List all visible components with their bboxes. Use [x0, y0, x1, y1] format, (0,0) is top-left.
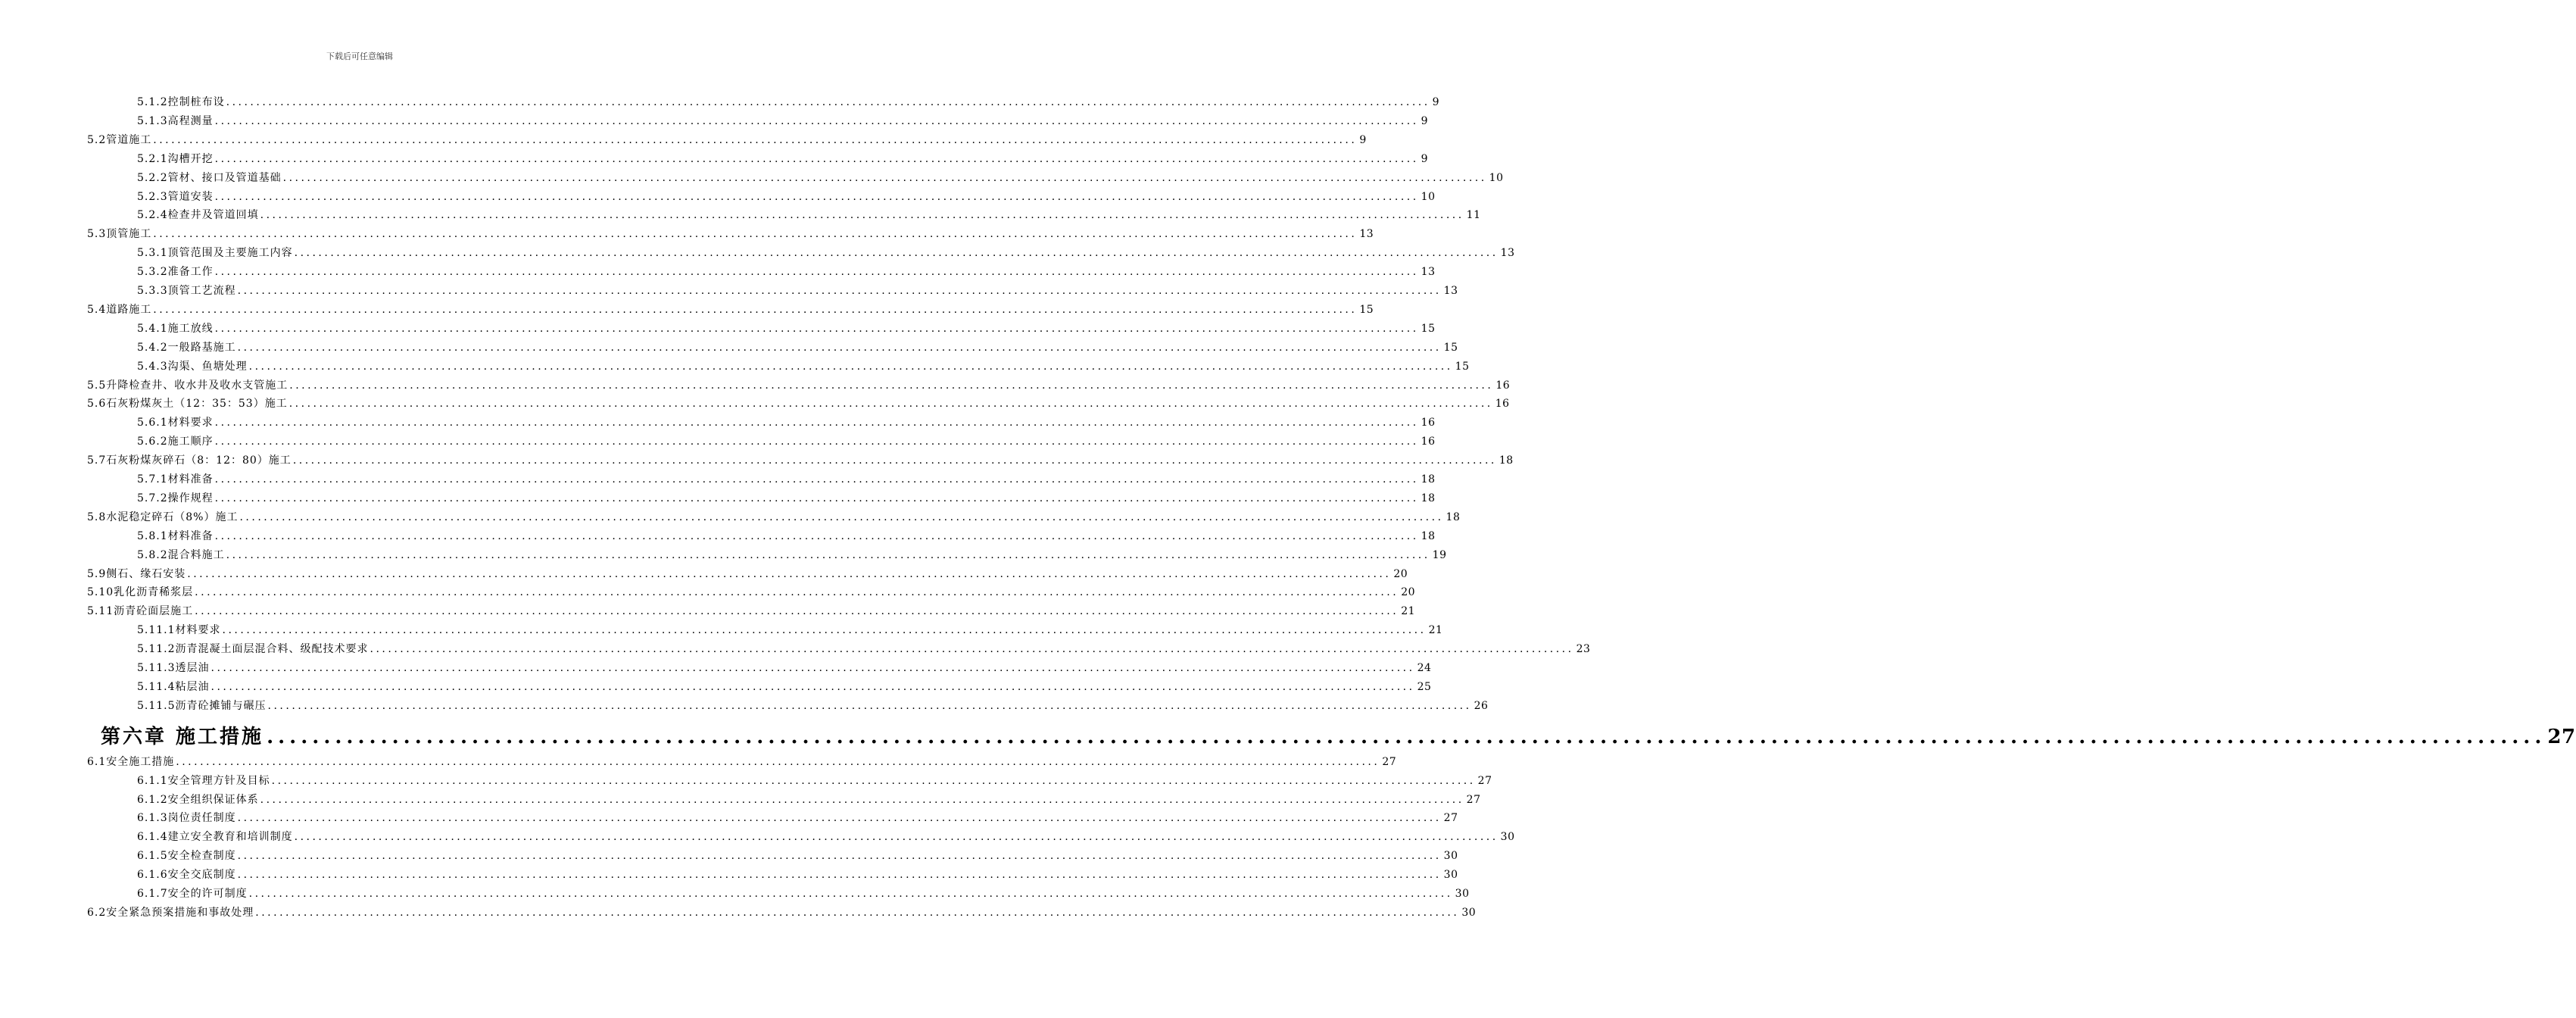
toc-entry-title: 侧石、缘石安装 [106, 567, 186, 580]
toc-entry[interactable] [87, 378, 1511, 393]
toc-dot-leader: ........................................................................................................................................................................................................ [260, 209, 1464, 222]
toc-page-number: 18 [1445, 511, 1461, 523]
toc-page-number: 9 [1421, 114, 1429, 127]
toc-entry-title: 石灰粉煤灰土（12：35：53）施工 [106, 398, 288, 411]
toc-entry-title: 建立安全教育和培训制度 [167, 831, 293, 844]
toc-entry-title: 乳化沥青稀浆层 [114, 586, 194, 599]
toc-entry-number: 5.8 [87, 511, 107, 523]
toc-dot-leader: ........................................................................................................................................................................................................ [214, 417, 1419, 429]
toc-page-number: 18 [1499, 454, 1514, 467]
toc-dot-leader: ........................................................................................................................................................................................................ [267, 725, 2546, 748]
toc-dot-leader: ........................................................................................................................................................................................................ [153, 228, 1358, 241]
toc-entry[interactable] [137, 415, 1436, 430]
toc-entry[interactable] [137, 434, 1436, 449]
toc-entry-title: 安全管理方针及目标 [167, 774, 270, 787]
toc-entry[interactable] [137, 245, 1515, 261]
toc-dot-leader: ........................................................................................................................................................................................................ [211, 662, 1415, 674]
toc-entry-title: 施工顺序 [167, 436, 214, 448]
toc-entry-title: 检查井及管道回填 [167, 209, 259, 222]
toc-entry[interactable] [137, 642, 1591, 657]
toc-entry-title: 沥青砼摊铺与碾压 [175, 699, 267, 712]
toc-page-number: 30 [1500, 831, 1515, 844]
toc-entry[interactable] [87, 905, 1477, 920]
toc-dot-leader: ........................................................................................................................................................................................................ [211, 680, 1415, 693]
toc-page-number: 18 [1421, 529, 1436, 542]
toc-entry[interactable] [137, 679, 1432, 695]
toc-entry-number: 5.3.2 [137, 266, 168, 279]
toc-page-number: 9 [1432, 96, 1440, 108]
toc-entry-number: 5.3.3 [137, 285, 168, 297]
toc-page-number: 21 [1428, 624, 1443, 637]
toc-entry[interactable] [87, 585, 1416, 600]
toc-entry[interactable] [137, 151, 1429, 167]
toc-page-number: 19 [1432, 548, 1447, 561]
toc-entry-number: 5.2.1 [137, 152, 168, 165]
toc-page-number: 9 [1359, 133, 1367, 146]
toc-entry-title: 安全的许可制度 [167, 888, 248, 900]
toc-entry[interactable] [137, 472, 1436, 487]
toc-entry-title: 安全交底制度 [167, 869, 236, 882]
page-header: 下载后可任意编辑 [326, 52, 393, 61]
toc-dot-leader: ........................................................................................................................................................................................................ [289, 379, 1494, 392]
toc-entry-title: 第六章 施工措施 [101, 725, 264, 748]
toc-dot-leader: ........................................................................................................................................................................................................ [255, 906, 1460, 919]
toc-entry-title: 材料准备 [167, 529, 214, 542]
toc-page-number: 27 [1443, 812, 1458, 825]
toc-entry-title: 沟槽开挖 [167, 152, 214, 165]
toc-entry-number: 6.1.4 [137, 831, 168, 844]
toc-dot-leader: ........................................................................................................................................................................................................ [214, 266, 1419, 279]
toc-page-number: 10 [1421, 190, 1436, 203]
toc-entry-number: 5.5 [87, 379, 107, 392]
toc-entry[interactable] [87, 453, 1514, 468]
toc-entry-title: 安全紧急预案措施和事故处理 [106, 906, 254, 919]
toc-entry[interactable] [137, 829, 1515, 845]
toc-entry-number: 5.7 [87, 454, 107, 467]
toc-entry-title: 管道安装 [167, 190, 214, 203]
toc-page-number: 15 [1443, 341, 1458, 354]
toc-dot-leader: ........................................................................................................................................................................................................ [153, 303, 1358, 316]
toc-entry[interactable] [137, 548, 1447, 563]
toc-dot-leader: ........................................................................................................................................................................................................ [214, 492, 1419, 504]
toc-entry-title: 安全组织保证体系 [167, 793, 259, 806]
toc-entry-title: 准备工作 [167, 266, 214, 279]
toc-entry-title: 顶管工艺流程 [167, 285, 236, 297]
toc-entry-number: 5.6 [87, 398, 107, 411]
toc-dot-leader: ........................................................................................................................................................................................................ [222, 624, 1427, 637]
toc-entry-title: 材料要求 [175, 624, 221, 637]
toc-dot-leader: ........................................................................................................................................................................................................ [282, 171, 1487, 184]
toc-entry-number: 5.11.3 [137, 662, 176, 674]
toc-dot-leader: ........................................................................................................................................................................................................ [239, 511, 1444, 523]
toc-entry-title: 管材、接口及管道基础 [167, 171, 282, 184]
toc-dot-leader: ........................................................................................................................................................................................................ [195, 586, 1399, 599]
toc-entry-number: 5.6.2 [137, 436, 168, 448]
toc-dot-leader: ........................................................................................................................................................................................................ [187, 567, 1392, 580]
toc-dot-leader: ........................................................................................................................................................................................................ [237, 812, 1442, 825]
toc-entry[interactable] [137, 321, 1436, 336]
toc-entry-title: 管道施工 [106, 133, 152, 146]
toc-entry[interactable] [87, 510, 1461, 525]
toc-entry-number: 6.1 [87, 755, 107, 768]
toc-page-number: 30 [1443, 850, 1458, 863]
toc-page-number: 30 [1455, 888, 1470, 900]
toc-dot-leader: ........................................................................................................................................................................................................ [214, 529, 1419, 542]
toc-page-number: 20 [1393, 567, 1408, 580]
toc-dot-leader: ........................................................................................................................................................................................................ [294, 247, 1499, 260]
toc-chapter-entry[interactable] [101, 724, 2576, 750]
toc-entry-number: 6.1.6 [137, 869, 168, 882]
toc-entry-title: 施工放线 [167, 322, 214, 335]
toc-page-number: 13 [1359, 228, 1374, 241]
toc-entry-number: 5.8.1 [137, 529, 168, 542]
toc-dot-leader: ........................................................................................................................................................................................................ [248, 888, 1453, 900]
toc-entry-number: 5.11.2 [137, 643, 176, 656]
toc-entry-number: 6.1.7 [137, 888, 168, 900]
toc-entry-number: 5.11 [87, 605, 114, 618]
toc-entry-title: 沟渠、鱼塘处理 [167, 360, 248, 373]
toc-entry-number: 5.4.1 [137, 322, 168, 335]
toc-entry[interactable] [137, 792, 1481, 807]
toc-entry-number: 5.11.5 [137, 699, 176, 712]
toc-entry-title: 沥青混凝土面层混合料、级配技术要求 [175, 643, 369, 656]
toc-dot-leader: ........................................................................................................................................................................................................ [214, 114, 1419, 127]
toc-dot-leader: ........................................................................................................................................................................................................ [214, 190, 1419, 203]
toc-entry-number: 5.1.3 [137, 114, 168, 127]
toc-dot-leader: ........................................................................................................................................................................................................ [226, 96, 1430, 108]
toc-entry[interactable] [137, 359, 1470, 374]
toc-entry[interactable] [137, 848, 1458, 863]
toc-entry-title: 透层油 [175, 662, 210, 674]
toc-dot-leader: ........................................................................................................................................................................................................ [214, 436, 1419, 448]
toc-entry-title: 道路施工 [106, 303, 152, 316]
toc-page-number: 13 [1500, 247, 1515, 260]
toc-page-number: 27 [1466, 793, 1481, 806]
toc-dot-leader: ........................................................................................................................................................................................................ [214, 152, 1419, 165]
toc-dot-leader: ........................................................................................................................................................................................................ [237, 341, 1442, 354]
toc-dot-leader: ........................................................................................................................................................................................................ [214, 322, 1419, 335]
toc-entry[interactable] [137, 264, 1436, 279]
toc-page-number: 30 [1461, 906, 1477, 919]
toc-page-number: 18 [1421, 492, 1436, 504]
toc-dot-leader: ........................................................................................................................................................................................................ [248, 360, 1453, 373]
toc-entry[interactable] [137, 623, 1443, 638]
toc-page-number: 16 [1495, 398, 1510, 411]
toc-entry[interactable] [87, 226, 1374, 242]
toc-entry[interactable] [87, 133, 1367, 148]
toc-entry[interactable] [137, 340, 1458, 355]
toc-page-number: 27 [1477, 774, 1492, 787]
toc-page-number: 10 [1489, 171, 1504, 184]
toc-entry-number: 5.6.1 [137, 417, 168, 429]
toc-entry-number: 5.1.2 [137, 96, 168, 108]
toc-entry-number: 5.2 [87, 133, 107, 146]
toc-page-number: 24 [1417, 662, 1432, 674]
toc-dot-leader: ........................................................................................................................................................................................................ [288, 398, 1493, 411]
toc-page-number: 16 [1421, 417, 1436, 429]
toc-entry-title: 高程测量 [167, 114, 214, 127]
toc-entry-title: 材料要求 [167, 417, 214, 429]
toc-entry-title: 顶管范围及主要施工内容 [167, 247, 293, 260]
toc-dot-leader: ........................................................................................................................................................................................................ [267, 699, 1472, 712]
toc-page-number: 20 [1401, 586, 1416, 599]
toc-page-number: 27 [1382, 755, 1397, 768]
toc-entry[interactable] [137, 95, 1440, 110]
toc-entry[interactable] [137, 170, 1504, 186]
toc-entry-number: 6.1.3 [137, 812, 168, 825]
toc-entry-number: 6.2 [87, 906, 107, 919]
toc-entry-title: 材料准备 [167, 473, 214, 486]
toc-entry-number: 5.7.2 [137, 492, 168, 504]
toc-entry-number: 5.11.4 [137, 680, 176, 693]
toc-entry-title: 操作规程 [167, 492, 214, 504]
toc-dot-leader: ........................................................................................................................................................................................................ [195, 605, 1399, 618]
toc-page-number: 21 [1401, 605, 1416, 618]
toc-page-number: 23 [1576, 643, 1591, 656]
toc-dot-leader: ........................................................................................................................................................................................................ [237, 850, 1442, 863]
toc-entry[interactable] [87, 567, 1408, 582]
toc-entry-number: 5.3.1 [137, 247, 168, 260]
toc-page-number: 16 [1495, 379, 1511, 392]
toc-entry-number: 5.8.2 [137, 548, 168, 561]
toc-dot-leader: ........................................................................................................................................................................................................ [260, 793, 1464, 806]
toc-dot-leader: ........................................................................................................................................................................................................ [153, 133, 1358, 146]
toc-entry[interactable] [87, 396, 1510, 411]
toc-entry-title: 升降检查井、收水井及收水支管施工 [106, 379, 288, 392]
toc-entry-number: 6.1.1 [137, 774, 168, 787]
toc-entry-title: 顶管施工 [106, 228, 152, 241]
toc-page-number: 15 [1421, 322, 1436, 335]
toc-entry-number: 6.1.5 [137, 850, 168, 863]
toc-page-number: 13 [1443, 285, 1458, 297]
toc-entry[interactable] [137, 660, 1432, 676]
toc-entry[interactable] [137, 114, 1429, 129]
toc-page-number: 27 [2547, 725, 2576, 748]
toc-entry[interactable] [137, 491, 1436, 506]
toc-entry-title: 控制桩布设 [167, 96, 225, 108]
toc-entry-title: 石灰粉煤灰碎石（8：12：80）施工 [106, 454, 292, 467]
toc-entry[interactable] [87, 302, 1374, 317]
toc-entry-number: 5.3 [87, 228, 107, 241]
toc-dot-leader: ........................................................................................................................................................................................................ [176, 755, 1380, 768]
toc-page-number: 15 [1359, 303, 1374, 316]
toc-entry[interactable] [137, 208, 1481, 223]
toc-entry[interactable] [87, 754, 1397, 770]
toc-entry-title: 安全施工措施 [106, 755, 175, 768]
toc-entry-number: 5.2.2 [137, 171, 168, 184]
toc-entry-title: 粘层油 [175, 680, 210, 693]
toc-dot-leader: ........................................................................................................................................................................................................ [292, 454, 1497, 467]
toc-entry[interactable] [137, 283, 1458, 298]
toc-entry[interactable] [137, 886, 1470, 901]
toc-entry-title: 沥青砼面层施工 [114, 605, 194, 618]
toc-dot-leader: ........................................................................................................................................................................................................ [370, 643, 1574, 656]
toc-page-number: 9 [1421, 152, 1429, 165]
toc-entry[interactable] [87, 604, 1416, 619]
toc-entry-number: 6.1.2 [137, 793, 168, 806]
toc-entry-number: 5.4.3 [137, 360, 168, 373]
toc-entry[interactable] [137, 529, 1436, 544]
toc-entry-number: 5.11.1 [137, 624, 176, 637]
toc-page-number: 26 [1474, 699, 1489, 712]
toc-entry-number: 5.7.1 [137, 473, 168, 486]
toc-entry[interactable] [137, 773, 1492, 788]
toc-entry-title: 岗位责任制度 [167, 812, 236, 825]
toc-dot-leader: ........................................................................................................................................................................................................ [294, 831, 1499, 844]
toc-dot-leader: ........................................................................................................................................................................................................ [214, 473, 1419, 486]
toc-dot-leader: ........................................................................................................................................................................................................ [237, 869, 1442, 882]
toc-entry-number: 5.9 [87, 567, 107, 580]
toc-page-number: 11 [1466, 209, 1481, 222]
toc-entry-number: 5.4 [87, 303, 107, 316]
toc-entry-number: 5.4.2 [137, 341, 168, 354]
toc-entry-number: 5.2.3 [137, 190, 168, 203]
toc-page-number: 15 [1455, 360, 1470, 373]
toc-entry[interactable] [137, 189, 1436, 205]
toc-entry[interactable] [137, 867, 1458, 882]
toc-page-number: 25 [1417, 680, 1432, 693]
toc-entry-title: 混合料施工 [167, 548, 225, 561]
toc-entry-number: 5.10 [87, 586, 114, 599]
toc-dot-leader: ........................................................................................................................................................................................................ [226, 548, 1430, 561]
toc-entry-title: 安全检查制度 [167, 850, 236, 863]
toc-entry-number: 5.2.4 [137, 209, 168, 222]
toc-page-number: 13 [1421, 266, 1436, 279]
toc-entry-title: 水泥稳定碎石（8%）施工 [106, 511, 239, 523]
toc-page-number: 16 [1421, 436, 1436, 448]
toc-entry[interactable] [137, 810, 1458, 826]
toc-entry[interactable] [137, 698, 1489, 714]
toc-dot-leader: ........................................................................................................................................................................................................ [271, 774, 1476, 787]
toc-page-number: 30 [1443, 869, 1458, 882]
toc-entry-title: 一般路基施工 [167, 341, 236, 354]
toc-dot-leader: ........................................................................................................................................................................................................ [237, 285, 1442, 297]
toc-page-number: 18 [1421, 473, 1436, 486]
